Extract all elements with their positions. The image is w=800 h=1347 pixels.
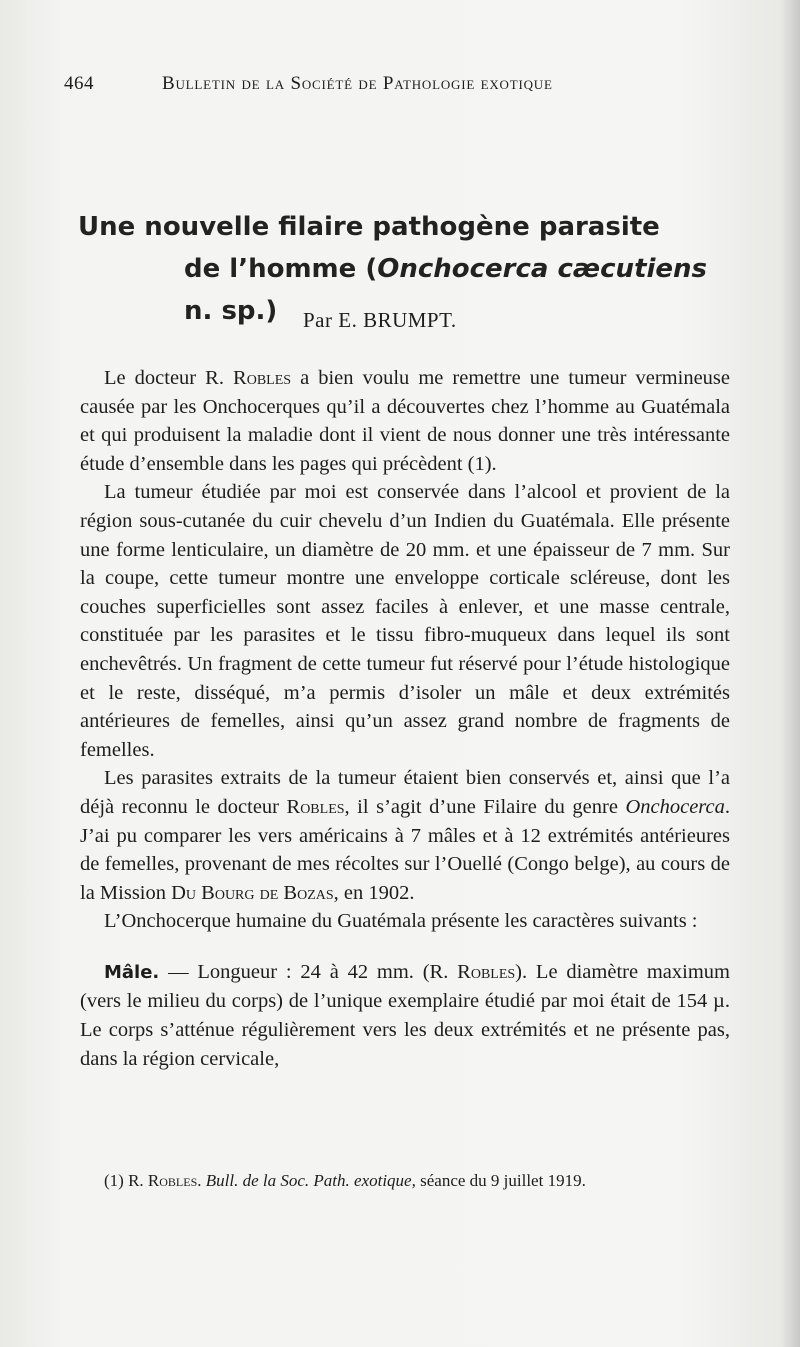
paragraph-5 [80,958,730,1073]
p5-text-b: ). Le diamètre maximum (vers le milieu du corps) de l’unique exemplaire étudié par moi était de 154 µ. Le corps s’atténue régulièrement vers les deux extrémités et ne présente pas, dans la région cervicale, [80,960,730,1070]
p3-mission-name: Du Bourg de Bozas [171,881,334,904]
footnote-marker: (1) R. [104,1171,148,1190]
p3-text-a: Les parasites extraits de la tumeur étaient bien conservés et, ainsi que l’a déjà reconnu le docteur [80,767,730,818]
p5-text-a: — Longueur : 24 à 42 mm. (R. [159,960,458,983]
footnote-author: Robles [147,1171,198,1190]
page-edge-shadow [780,0,800,1347]
paragraph-3 [80,764,730,907]
title-suffix: n. sp.) [184,296,278,326]
footnote-source: Bull. de la Soc. Path. exotique, [205,1171,416,1190]
section-label-male: Mâle. [104,961,160,983]
article-body [80,364,730,1073]
p3-text-d: , en 1902. [333,881,415,904]
footnote [104,1170,744,1192]
paragraph-2: La tumeur étudiée par moi est conservée dans l’alcool et provient de la région sous-cutanée du cuir chevelu d’un Indien du Guatémala. Elle présente une forme lenticulaire, un diamètre de 20 mm. et une épaisseur de 7 mm. Sur la coupe, cette tumeur montre une enveloppe corticale scléreuse, dont les couches superficielles sont assez faciles à enlever, et une masse centrale, constituée par les parasites et le tissu fibro-muqueux dans lequel ils sont enchevêtrés. Un fragment de cette tumeur fut réservé pour l’étude histologique et le reste, disséqué, m’a permis d’isoler un mâle et deux extrémités antérieures de femelles, ainsi qu’un assez grand nombre de fragments de femelles. [80,481,730,761]
paragraph-1 [80,364,730,478]
byline: Par E. BRUMPT. [303,308,457,332]
species-name: Onchocerca cæcutiens [377,254,708,284]
page-number: 464 [64,73,94,94]
title-prefix: de l’homme ( [184,254,378,284]
p5-author-name: Robles [457,960,516,983]
journal-title: Bulletin de la Société de Pathologie exotique [162,73,553,94]
p1-text-b: a bien voulu me remettre une tumeur vermineuse causée par les Onchocerques qu’il a découvertes chez l’homme au Guatémala et qui produisent la maladie dont il vient de nous donner une très intéressante étude d’ensemble dans les pages qui précèdent (1). [80,367,730,475]
footnote-separator: . [197,1171,206,1190]
p3-genus: Onchocerca [625,795,725,818]
paragraph-4: L’Onchocerque humaine du Guatémala présente les caractères suivants : [104,910,698,933]
p3-text-b: , il s’agit d’une Filaire du genre [344,795,626,818]
footnote-date: séance du 9 juillet 1919. [415,1171,586,1190]
title-line-1: Une nouvelle filaire pathogène parasite [78,212,660,242]
p3-text-c: . J’ai pu comparer les vers américains à 7 mâles et à 12 extrémités antérieures de femelles, provenant de mes récoltes sur l’Ouellé (Congo belge), au cours de la Mission [80,795,730,904]
p1-author-name: Robles [233,367,292,389]
running-head [64,73,664,99]
p3-author-name: Robles [286,795,345,818]
p1-text-a: Le docteur R. [104,367,234,389]
